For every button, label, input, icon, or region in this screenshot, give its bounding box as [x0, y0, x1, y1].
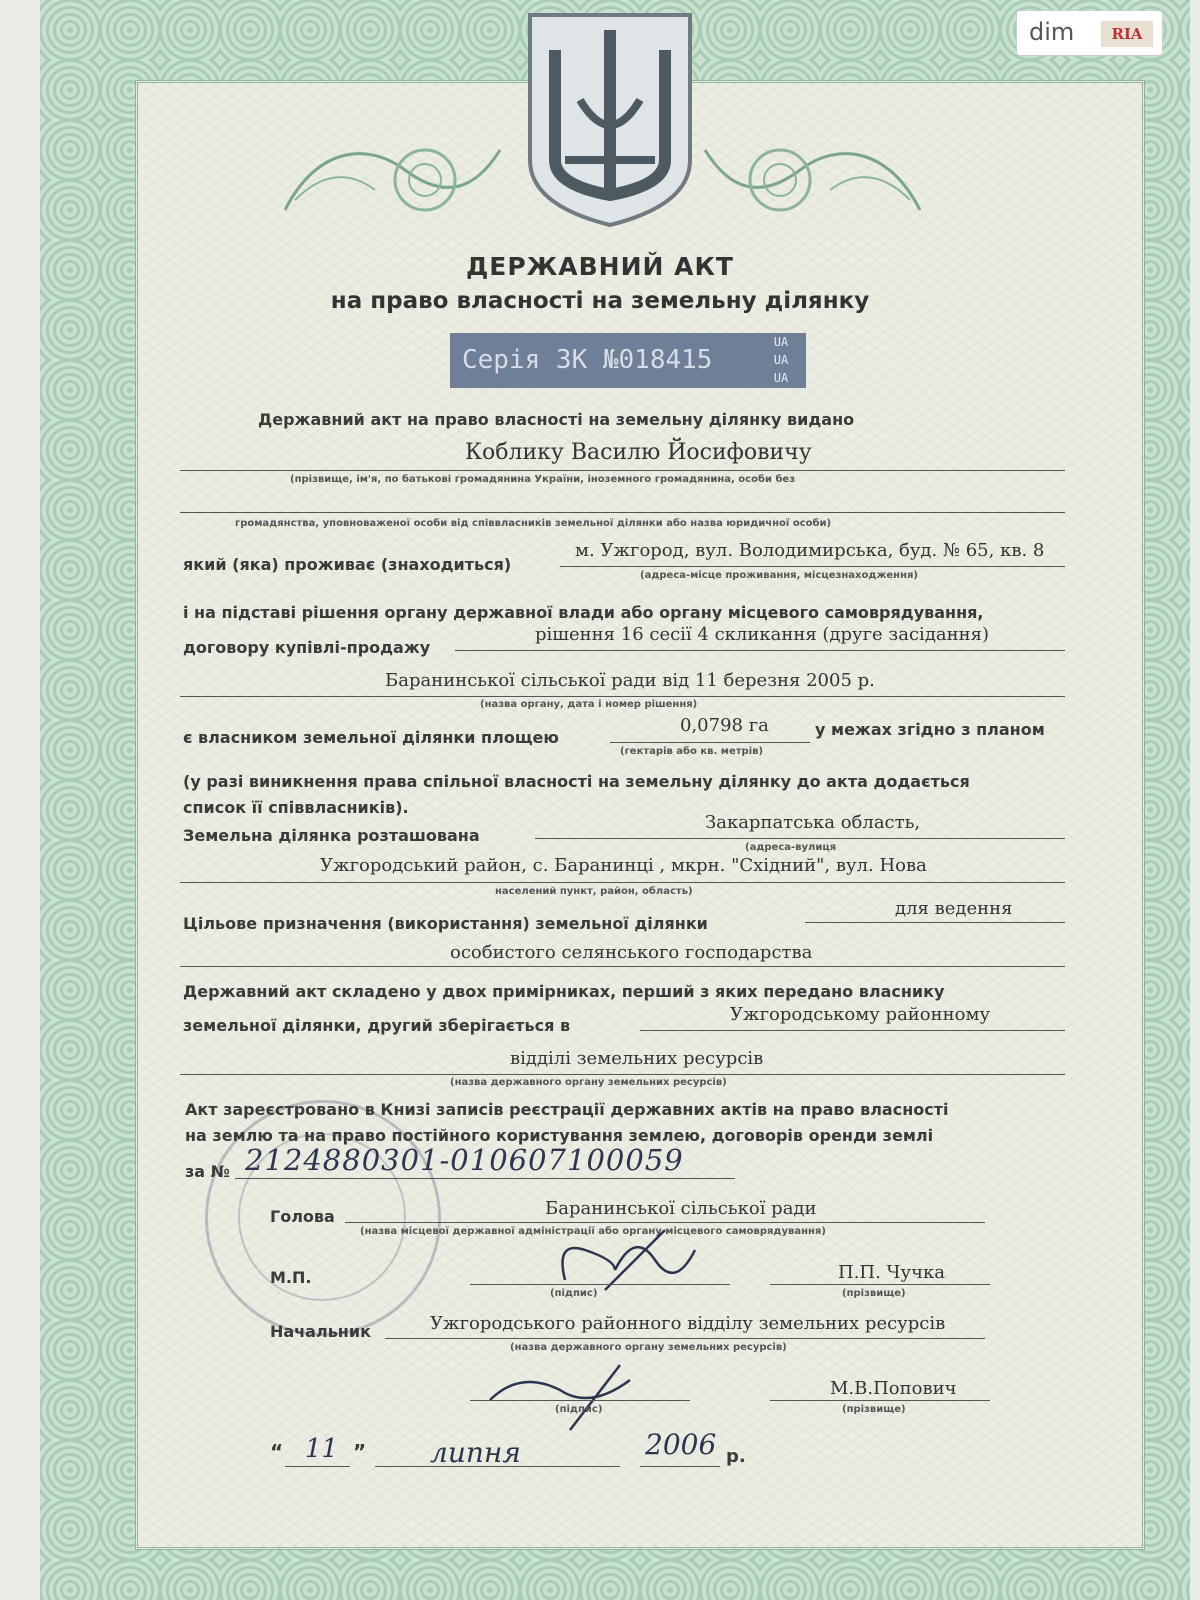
date-month: липня	[430, 1436, 521, 1469]
coowners-note-2: список її співвласників).	[183, 798, 409, 817]
purpose-label: Цільове призначення (використання) земельної ділянки	[183, 914, 708, 933]
document-title: ДЕРЖАВНИЙ АКТ	[466, 252, 734, 281]
coowners-note: (у разі виникнення права спільної власності на земельну ділянку до акта додається	[183, 772, 970, 791]
rule	[180, 512, 1065, 513]
document-subtitle: на право власності на земельну ділянку	[330, 288, 870, 314]
location-caption-2: населений пункт, район, область)	[495, 886, 693, 897]
rule	[180, 1074, 1065, 1075]
rule	[455, 650, 1065, 651]
purpose-value: для ведення	[895, 898, 1013, 919]
chief-organization: Ужгородського районного відділу земельних ресурсів	[430, 1313, 946, 1334]
basis-decision: рішення 16 сесії 4 скликання (друге засідання)	[535, 624, 989, 645]
chief-surname-caption: (прізвище)	[842, 1404, 906, 1415]
area-caption: (гектарів або кв. метрів)	[620, 746, 764, 757]
rule	[385, 1338, 985, 1339]
date-suffix: р.	[726, 1446, 746, 1467]
signature-caption: (підпис)	[550, 1288, 598, 1299]
location-region: Закарпатська область,	[705, 812, 921, 833]
copies-office-2: відділі земельних ресурсів	[510, 1048, 764, 1069]
logo-badge: RIA	[1101, 21, 1153, 47]
basis-caption: (назва органу, дата і номер рішення)	[480, 699, 698, 710]
registry-number: 2124880301-010607100059	[245, 1143, 684, 1177]
head-name: П.П. Чучка	[838, 1262, 945, 1283]
residence-label: який (яка) проживає (знаходиться)	[183, 555, 512, 574]
rule	[770, 1284, 990, 1285]
series-number: Серія ЗК №018415	[462, 345, 713, 375]
issued-label: Державний акт на право власності на земельну ділянку видано	[258, 410, 855, 429]
surname-caption: (прізвище)	[842, 1288, 906, 1299]
registry-note: Акт зареєстровано в Книзі записів реєстрації державних актів на право власності	[185, 1100, 949, 1119]
rule	[535, 838, 1065, 839]
registry-label: за №	[185, 1162, 230, 1181]
location-label: Земельна ділянка розташована	[183, 826, 480, 845]
head-label: Голова	[270, 1207, 335, 1226]
rule	[610, 742, 810, 743]
basis-label-2: договору купівлі-продажу	[183, 638, 431, 657]
logo-text: dim	[1029, 18, 1075, 46]
rule	[770, 1400, 990, 1401]
rule	[235, 1178, 735, 1179]
purpose-value-2: особистого селянського господарства	[450, 942, 813, 963]
area-label: є власником земельної ділянки площею	[183, 728, 559, 747]
location-address: Ужгородський район, с. Баранинці , мкрн. "Східний", вул. Нова	[320, 855, 927, 876]
date-open-quote: “	[270, 1440, 284, 1464]
left-ornament-icon	[275, 130, 505, 220]
registry-note-2: на землю та на право постійного користування землею, договорів оренди землі	[185, 1126, 934, 1145]
head-caption: (назва місцевої державної адміністрації або органу місцевого самоврядування)	[360, 1226, 826, 1237]
dimria-logo	[1016, 10, 1163, 56]
rule	[375, 1466, 620, 1467]
location-caption: (адреса-вулиця	[745, 842, 837, 853]
area-value: 0,0798 га	[680, 715, 769, 736]
rule	[560, 566, 1065, 567]
chief-label: Начальник	[270, 1322, 371, 1341]
rule	[470, 1400, 690, 1401]
issued-caption: (прізвище, ім'я, по батькові громадянина України, іноземного громадянина, особи без	[290, 474, 796, 485]
copies-caption: (назва державного органу земельних ресурсів)	[450, 1077, 727, 1088]
chief-caption: (назва державного органу земельних ресурсів)	[510, 1342, 787, 1353]
area-suffix: у межах згідно з планом	[815, 720, 1045, 739]
rule	[285, 1466, 350, 1467]
seal-label: М.П.	[270, 1268, 312, 1287]
rule	[805, 922, 1065, 923]
series-number-plate	[450, 333, 806, 388]
trident-coat-of-arms-icon	[525, 10, 695, 230]
copies-office: Ужгородському районному	[730, 1004, 991, 1025]
chief-name: М.В.Попович	[830, 1378, 957, 1399]
basis-council: Баранинської сільської ради від 11 березня 2005 р.	[385, 670, 875, 691]
rule	[640, 1466, 720, 1467]
rule	[180, 966, 1065, 967]
ua-mark: UA	[773, 335, 789, 349]
owner-name: Коблику Василю Йосифовичу	[465, 440, 812, 465]
right-ornament-icon	[700, 130, 930, 220]
date-day: 11	[305, 1434, 339, 1464]
residence-caption: (адреса-місце проживання, місцезнаходження)	[640, 570, 918, 581]
ua-mark: UA	[773, 353, 789, 367]
copies-note: Державний акт складено у двох примірниках, перший з яких передано власнику	[183, 982, 945, 1001]
rule	[180, 696, 1065, 697]
rule	[180, 470, 1065, 471]
date-year: 2006	[645, 1428, 717, 1461]
issued-caption-2: громадянства, уповноваженої особи від співвласників земельної ділянки або назва юридичної особи)	[235, 518, 832, 529]
date-close-quote: ”	[353, 1440, 367, 1464]
ua-mark: UA	[773, 371, 789, 385]
rule	[180, 882, 1065, 883]
head-organization: Баранинської сільської ради	[545, 1198, 817, 1219]
rule	[640, 1030, 1065, 1031]
copies-label: земельної ділянки, другий зберігається в	[183, 1016, 571, 1035]
rule	[470, 1284, 730, 1285]
residence-value: м. Ужгород, вул. Володимирська, буд. № 65, кв. 8	[575, 540, 1045, 561]
basis-label: і на підставі рішення органу державної влади або органу місцевого самоврядування,	[183, 603, 984, 622]
chief-signature-caption: (підпис)	[555, 1404, 603, 1415]
ua-marks	[764, 333, 798, 387]
